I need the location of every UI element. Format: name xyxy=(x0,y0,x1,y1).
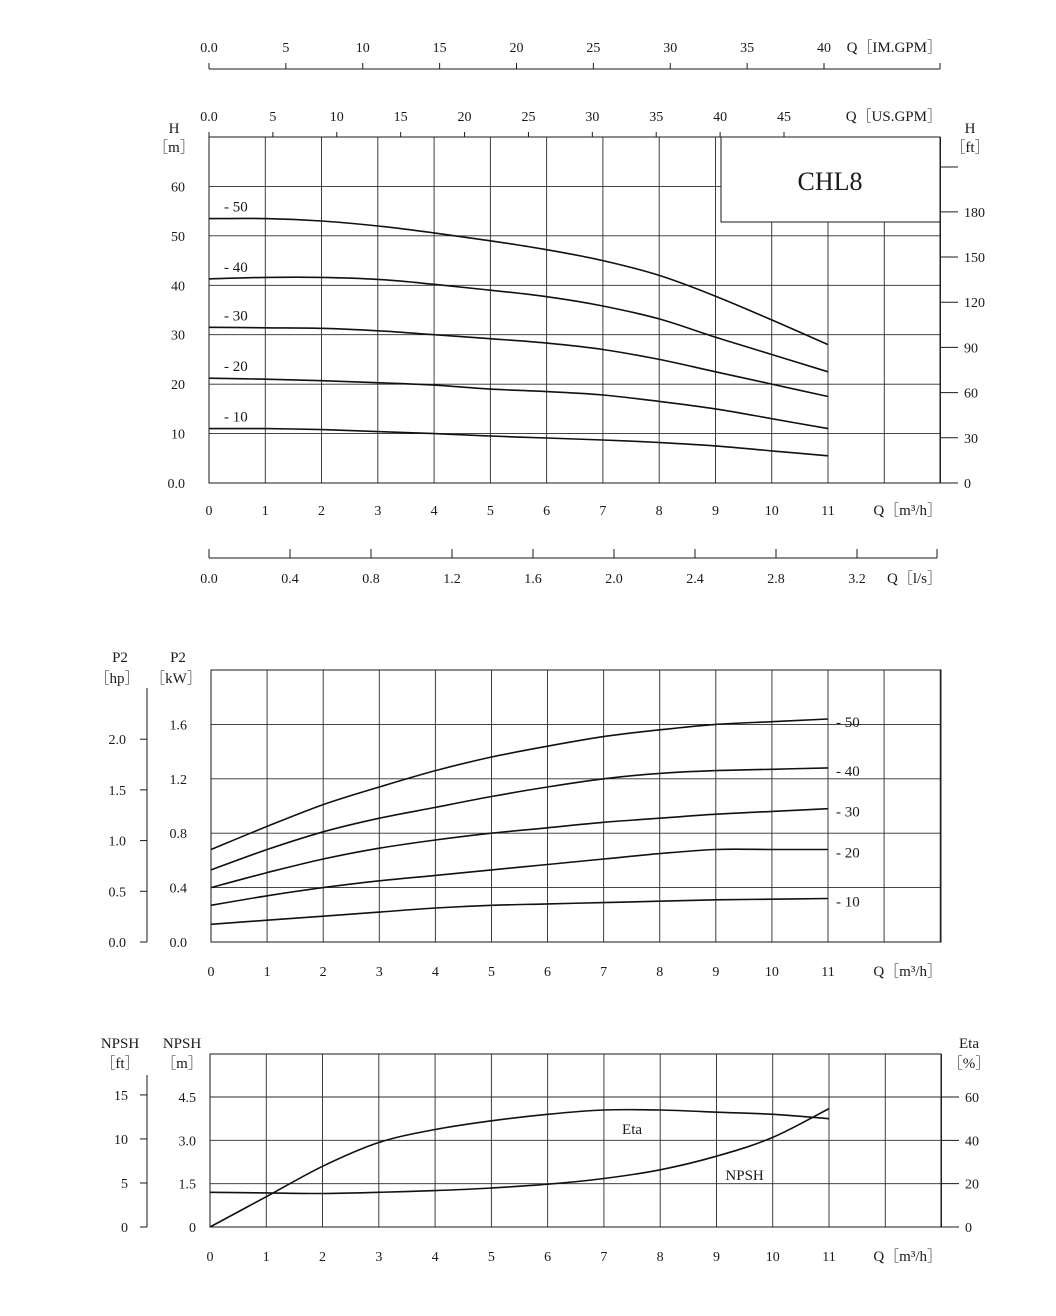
power-x-tick-label: 8 xyxy=(656,965,664,980)
ls-tick-label: 0.8 xyxy=(362,572,380,587)
head-curve xyxy=(209,327,828,396)
npsh-ft-tick-label: 15 xyxy=(114,1088,128,1104)
npsh-x-tick-label: 1 xyxy=(262,1250,270,1265)
power-x-tick-label: 2 xyxy=(319,965,327,980)
head-y-left-unit: ［m］ xyxy=(153,140,195,156)
head-x-tick-label: 2 xyxy=(318,504,326,519)
hp-axis-unit: ［hp］ xyxy=(94,671,140,687)
ft-tick-label: 150 xyxy=(964,251,985,267)
imgpm-axis-label: Q［IM.GPM］ xyxy=(846,40,942,56)
head-x-tick-label: 6 xyxy=(543,504,551,519)
kw-tick-label: 0.4 xyxy=(169,881,187,897)
npsh-x-tick-label: 0 xyxy=(206,1250,214,1265)
npsh-m-tick-label: 4.5 xyxy=(178,1091,196,1106)
hp-tick-label: 0.5 xyxy=(108,885,126,901)
imgpm-tick-label: 25 xyxy=(586,41,601,56)
power-x-tick-label: 0 xyxy=(207,965,215,980)
head-curve xyxy=(209,429,828,456)
kw-tick-label: 1.2 xyxy=(169,772,187,788)
power-x-tick-label: 1 xyxy=(263,965,271,980)
power-curve xyxy=(211,899,828,925)
power-curve xyxy=(211,849,828,905)
head-y-right-unit: ［ft］ xyxy=(950,140,990,156)
kw-tick-label: 0.0 xyxy=(169,936,187,951)
power-curve-label: - 10 xyxy=(836,894,860,911)
head-x-tick-label: 11 xyxy=(821,504,835,519)
kw-axis-unit: ［kW］ xyxy=(150,671,202,687)
power-curve-label: - 30 xyxy=(836,804,860,821)
power-curve-label: - 50 xyxy=(836,714,860,731)
ls-tick-label: 2.8 xyxy=(767,572,785,587)
hp-tick-label: 1.0 xyxy=(108,834,126,850)
head-y-left-title: H xyxy=(168,121,180,137)
power-x-tick-label: 5 xyxy=(487,965,495,980)
kw-tick-label: 0.8 xyxy=(169,827,187,843)
hp-tick-label: 1.5 xyxy=(108,783,126,799)
power-x-tick-label: 3 xyxy=(375,965,383,980)
head-y-tick-label: 0.0 xyxy=(167,477,185,492)
imgpm-tick-label: 15 xyxy=(432,41,447,56)
ft-tick-label: 30 xyxy=(964,431,978,447)
ls-tick-label: 0.4 xyxy=(281,572,299,587)
power-x-tick-label: 11 xyxy=(821,965,835,980)
npsh-ft-tick-label: 10 xyxy=(114,1132,128,1148)
head-y-tick-label: 50 xyxy=(171,229,185,245)
ft-tick-label: 120 xyxy=(964,296,985,312)
ft-tick-label: 0 xyxy=(964,477,971,492)
imgpm-tick-label: 30 xyxy=(663,41,678,56)
imgpm-tick-label: 20 xyxy=(509,41,524,56)
imgpm-tick-label: 10 xyxy=(355,41,370,56)
eta-curve-label: Eta xyxy=(622,1122,643,1138)
power-x-tick-label: 10 xyxy=(764,965,779,980)
head-curve xyxy=(209,378,828,428)
usgpm-tick-label: 5 xyxy=(269,110,277,125)
power-x-tick-label: 6 xyxy=(544,965,552,980)
ft-tick-label: 60 xyxy=(964,386,978,402)
ls-tick-label: 1.6 xyxy=(524,572,542,587)
head-x-tick-label: 4 xyxy=(430,504,438,519)
ls-tick-label: 3.2 xyxy=(848,572,866,587)
npsh-x-tick-label: 10 xyxy=(765,1250,780,1265)
power-x-tick-label: 4 xyxy=(431,965,439,980)
power-curve-label: - 20 xyxy=(836,845,860,862)
head-curve xyxy=(209,218,828,344)
model-title: CHL8 xyxy=(797,167,863,196)
eta-axis-title: Eta xyxy=(959,1036,979,1052)
npsh-x-tick-label: 6 xyxy=(544,1250,552,1265)
hp-tick-label: 2.0 xyxy=(108,733,126,749)
eta-tick-label: 60 xyxy=(965,1091,979,1106)
npsh-x-tick-label: 4 xyxy=(431,1250,439,1265)
eta-axis-unit: ［%］ xyxy=(947,1056,991,1072)
head-curve xyxy=(209,277,828,372)
npsh-curve-label: NPSH xyxy=(725,1168,764,1185)
head-curve-label: - 50 xyxy=(224,199,248,216)
power-curve xyxy=(211,768,828,870)
ls-tick-label: 0.0 xyxy=(200,572,218,587)
head-curve-label: - 30 xyxy=(224,308,248,325)
head-y-tick-label: 10 xyxy=(171,427,185,443)
usgpm-tick-label: 40 xyxy=(713,110,728,125)
npsh-x-tick-label: 11 xyxy=(822,1250,836,1265)
head-x-tick-label: 10 xyxy=(764,504,779,519)
ls-tick-label: 2.0 xyxy=(605,572,623,587)
eta-tick-label: 40 xyxy=(965,1134,979,1150)
head-x-tick-label: 9 xyxy=(711,504,719,519)
usgpm-tick-label: 45 xyxy=(777,110,791,125)
head-x-tick-label: 5 xyxy=(486,504,494,519)
npsh-m-tick-label: 0 xyxy=(189,1221,196,1236)
ft-tick-label: 90 xyxy=(964,341,978,357)
head-curve-label: - 40 xyxy=(224,259,248,276)
kw-axis-title: P2 xyxy=(170,650,186,666)
ls-tick-label: 1.2 xyxy=(443,572,461,587)
head-y-tick-label: 20 xyxy=(171,378,185,394)
npsh-x-tick-label: 7 xyxy=(600,1250,608,1265)
usgpm-tick-label: 20 xyxy=(457,110,472,125)
npsh-m-tick-label: 1.5 xyxy=(178,1177,196,1193)
npsh-ft-axis-unit: ［ft］ xyxy=(100,1056,140,1072)
power-x-axis-label: Q［m³/h］ xyxy=(873,964,942,980)
kw-tick-label: 1.6 xyxy=(169,718,187,734)
hp-axis-title: P2 xyxy=(112,650,128,666)
npsh-x-axis-label: Q［m³/h］ xyxy=(873,1249,942,1265)
head-x-tick-label: 1 xyxy=(261,504,269,519)
head-y-right-title: H xyxy=(964,121,976,137)
npsh-x-tick-label: 2 xyxy=(319,1250,327,1265)
power-x-tick-label: 9 xyxy=(712,965,720,980)
head-curve-label: - 10 xyxy=(224,409,248,426)
npsh-ft-tick-label: 5 xyxy=(121,1176,128,1192)
usgpm-tick-label: 30 xyxy=(585,110,600,125)
usgpm-tick-label: 10 xyxy=(329,110,344,125)
npsh-m-axis-title: NPSH xyxy=(162,1036,202,1052)
imgpm-tick-label: 40 xyxy=(817,41,831,56)
npsh-m-tick-label: 3.0 xyxy=(178,1134,196,1150)
ft-tick-label: 180 xyxy=(964,205,985,221)
hp-tick-label: 0.0 xyxy=(108,936,126,951)
head-x-tick-label: 3 xyxy=(374,504,382,519)
eta-tick-label: 20 xyxy=(965,1177,979,1193)
head-x-tick-label: 8 xyxy=(655,504,663,519)
head-x-tick-label: 7 xyxy=(599,504,607,519)
head-x-axis-label: Q［m³/h］ xyxy=(873,503,942,519)
ls-tick-label: 2.4 xyxy=(686,572,704,587)
power-x-tick-label: 7 xyxy=(600,965,608,980)
usgpm-tick-label: 35 xyxy=(649,110,664,125)
usgpm-tick-label: 0.0 xyxy=(200,110,218,125)
npsh-x-tick-label: 5 xyxy=(487,1250,495,1265)
head-y-tick-label: 60 xyxy=(171,180,185,196)
usgpm-axis-label: Q［US.GPM］ xyxy=(845,109,942,125)
npsh-x-tick-label: 8 xyxy=(656,1250,664,1265)
head-x-tick-label: 0 xyxy=(205,504,213,519)
ls-axis-label: Q［l/s］ xyxy=(886,571,942,587)
usgpm-tick-label: 25 xyxy=(521,110,536,125)
npsh-ft-tick-label: 0 xyxy=(121,1221,128,1236)
imgpm-tick-label: 35 xyxy=(740,41,755,56)
head-curve-label: - 20 xyxy=(224,359,248,376)
usgpm-tick-label: 15 xyxy=(393,110,408,125)
power-curve xyxy=(211,809,828,888)
power-curve-label: - 40 xyxy=(836,763,860,780)
npsh-m-axis-unit: ［m］ xyxy=(161,1056,203,1072)
imgpm-tick-label: 0.0 xyxy=(200,41,218,56)
npsh-ft-axis-title: NPSH xyxy=(100,1036,140,1052)
npsh-x-tick-label: 3 xyxy=(375,1250,383,1265)
imgpm-tick-label: 5 xyxy=(282,41,290,56)
head-y-tick-label: 40 xyxy=(171,279,185,295)
eta-tick-label: 0 xyxy=(965,1221,972,1236)
head-y-tick-label: 30 xyxy=(171,328,185,344)
npsh-x-tick-label: 9 xyxy=(712,1250,720,1265)
